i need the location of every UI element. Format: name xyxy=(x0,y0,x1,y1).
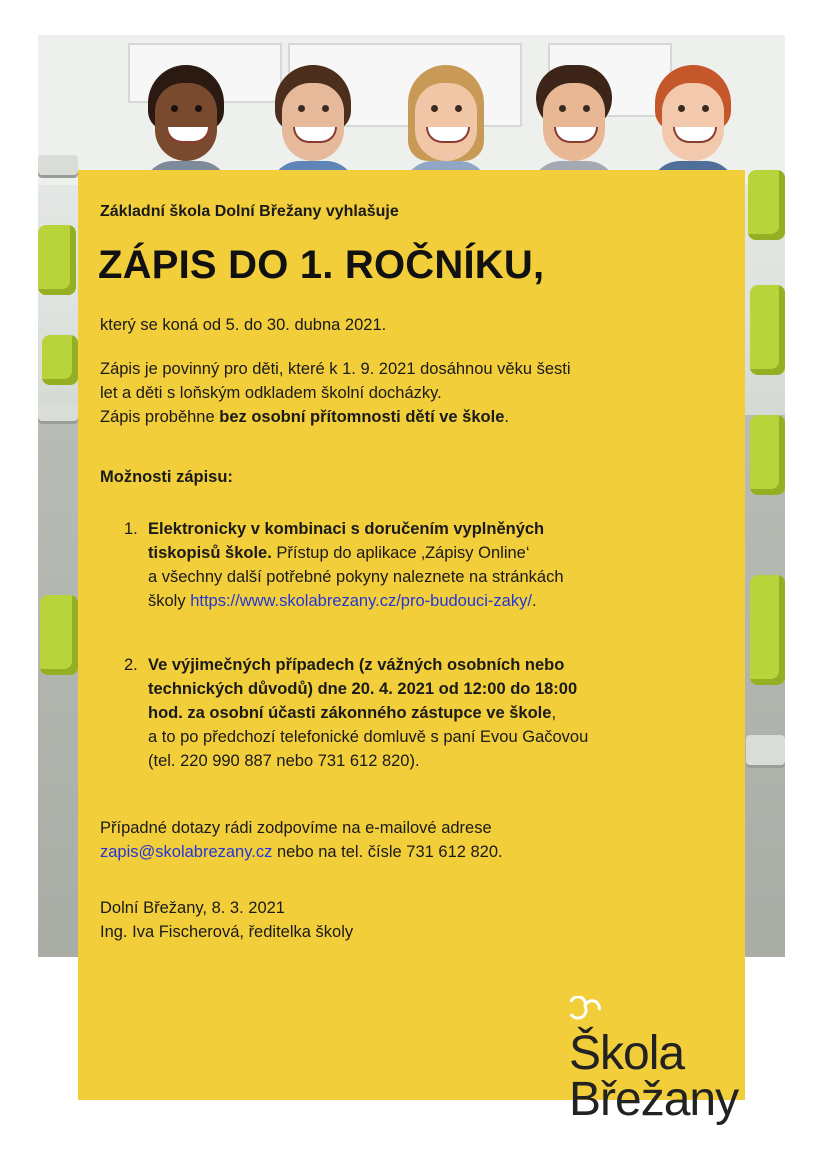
place-date: Dolní Břežany, 8. 3. 2021 xyxy=(100,899,285,917)
signature-block xyxy=(100,896,680,944)
chair xyxy=(750,575,785,685)
chair xyxy=(40,595,78,675)
option-text: . xyxy=(531,592,537,610)
option-bold-text: Elektronicky v kombinaci s doručením vyplněných xyxy=(148,520,545,538)
questions-paragraph xyxy=(100,816,680,864)
option-bold-text: Ve výjimečných případech (z vážných osobních nebo xyxy=(148,656,565,674)
school-logo xyxy=(563,1000,793,1150)
desk xyxy=(38,155,78,175)
logo-word-1: Škola xyxy=(569,1027,685,1080)
info-text: Zápis proběhne xyxy=(100,408,220,426)
desk xyxy=(38,405,78,421)
option-text: (tel. 220 990 887 nebo 731 612 820). xyxy=(148,752,420,770)
chair xyxy=(748,170,785,240)
option-text: školy xyxy=(148,592,191,610)
option-text: a všechny další potřebné pokyny naleznete na stránkách xyxy=(148,568,564,586)
date-line: který se koná od 5. do 30. dubna 2021. xyxy=(100,316,387,334)
logo-word-2: Břežany xyxy=(569,1073,739,1126)
questions-line: Případné dotazy rádi zodpovíme na e-mailové adrese xyxy=(100,819,492,837)
desk xyxy=(746,735,785,765)
intro-line: Základní škola Dolní Břežany vyhlašuje xyxy=(100,203,399,220)
option-bold-text: hod. za osobní účasti zákonného zástupce ve škole xyxy=(148,704,552,722)
option-bold-text: tiskopisů škole. xyxy=(148,544,272,562)
info-bold-text: bez osobní přítomnosti dětí ve škole xyxy=(219,408,505,426)
option-1 xyxy=(148,517,708,613)
signature: Ing. Iva Fischerová, ředitelka školy xyxy=(100,923,354,941)
school-website-link[interactable]: https://www.skolabrezany.cz/pro-budouci-zaky/ xyxy=(190,592,532,610)
page-title: ZÁPIS DO 1. ROČNÍKU, xyxy=(98,243,545,287)
option-text: , xyxy=(551,704,557,722)
info-text: . xyxy=(504,408,509,426)
option-number: 1. xyxy=(124,520,138,538)
info-line: let a děti s loňským odkladem školní docházky. xyxy=(100,384,442,402)
option-number: 2. xyxy=(124,656,138,674)
option-text: Přístup do aplikace ‚Zápisy Online‘ xyxy=(271,544,530,562)
logo-mark-icon xyxy=(567,996,607,1024)
chair xyxy=(38,225,76,295)
chair xyxy=(750,285,785,375)
option-2 xyxy=(148,653,708,773)
chair xyxy=(750,415,785,495)
options-title: Možnosti zápisu: xyxy=(100,468,233,486)
questions-line: nebo na tel. čísle 731 612 820. xyxy=(272,843,503,861)
info-line: Zápis je povinný pro děti, které k 1. 9. 2021 dosáhnou věku šesti xyxy=(100,360,571,378)
email-link[interactable]: zapis@skolabrezany.cz xyxy=(100,843,273,861)
announcement-poster xyxy=(78,170,745,1100)
option-text: a to po předchozí telefonické domluvě s paní Evou Gačovou xyxy=(148,728,589,746)
info-line xyxy=(100,405,680,429)
info-paragraph xyxy=(100,357,680,429)
option-bold-text: technických důvodů) dne 20. 4. 2021 od 12:00 do 18:00 xyxy=(148,680,578,698)
chair xyxy=(42,335,78,385)
